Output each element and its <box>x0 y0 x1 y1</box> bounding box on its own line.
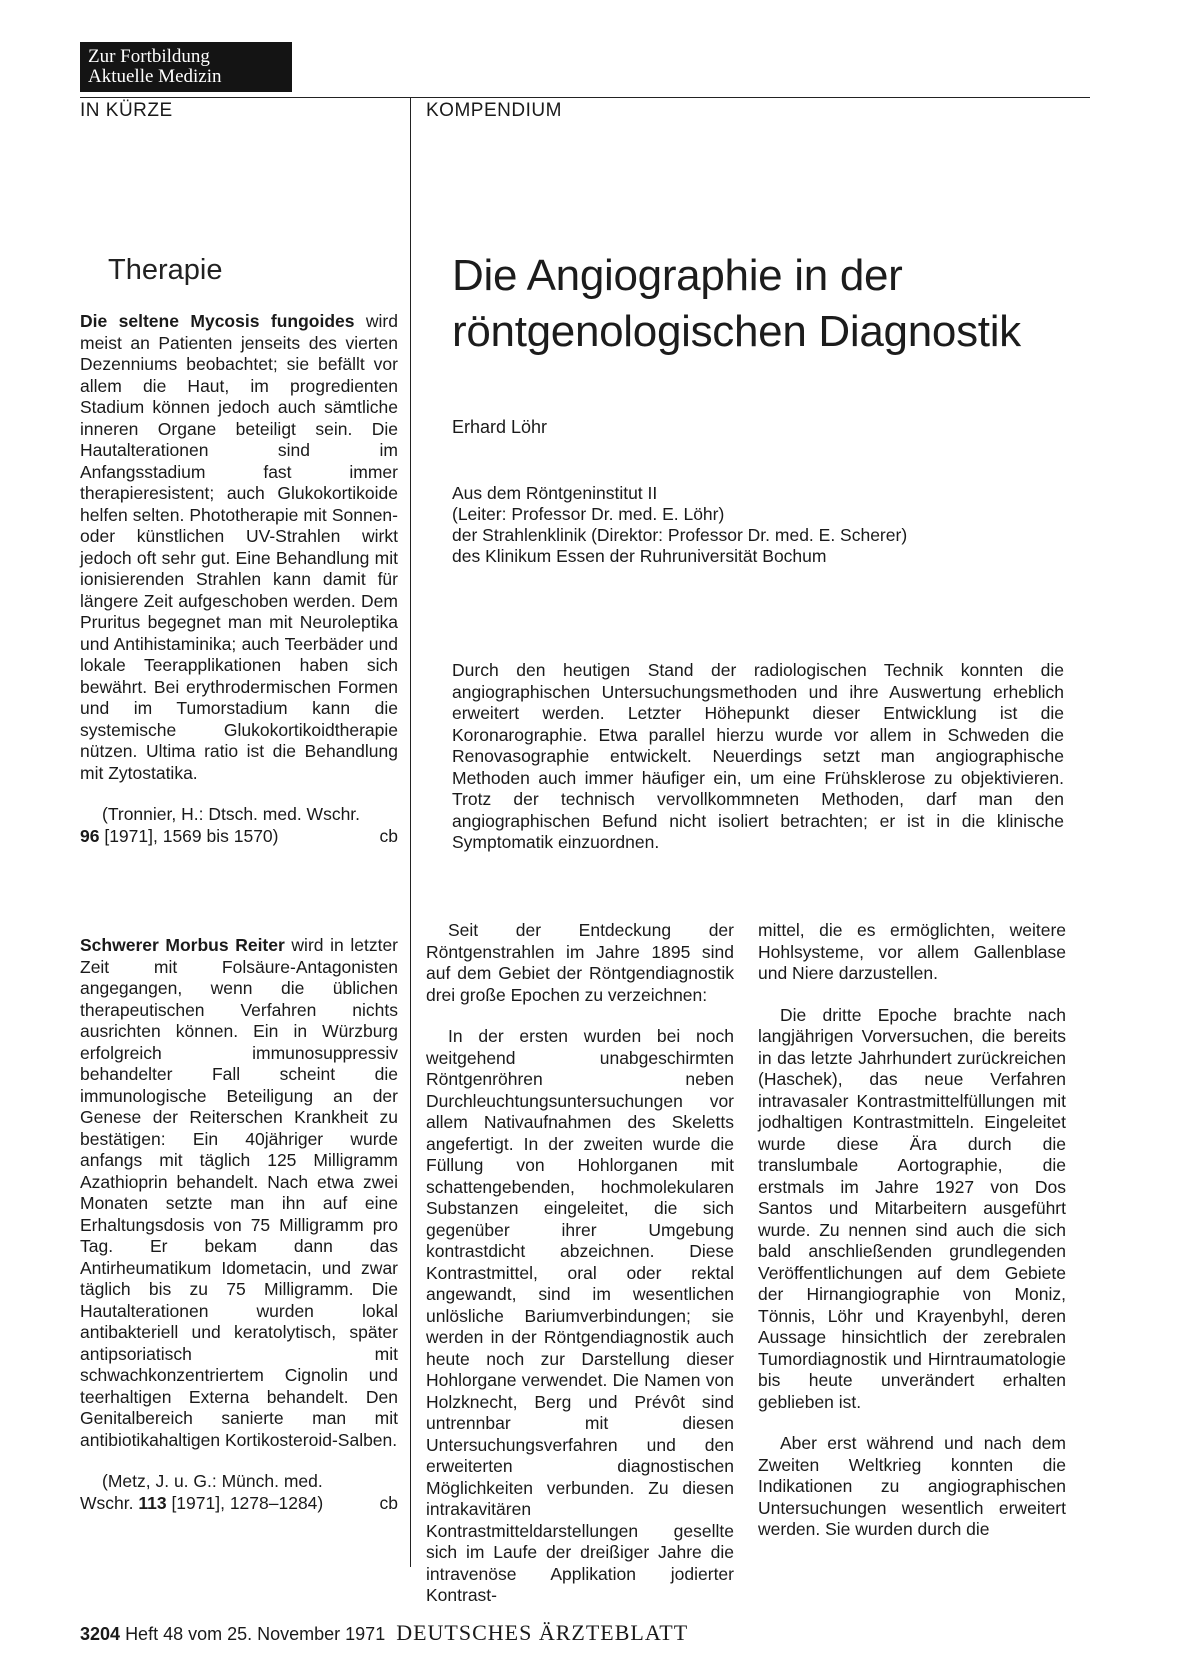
body-paragraph: Aber erst während und nach dem Zweiten Weltkrieg konnten die Indikationen zu angiographischen Untersuchungen wesentlich erweitert werden. Sie wurden durch die <box>758 1433 1066 1539</box>
article-title-line: röntgenologischen Diagnostik <box>452 307 1021 356</box>
magazine-name: DEUTSCHES ÄRZTEBLATT <box>396 1620 689 1645</box>
sidebar-item-text: Schwerer Morbus Reiter wird in letzter Zeit mit Folsäure-Antagonisten angegangen, wenn die üblichen therapeutischen Verfahren nichts ausrichten können. Ein in Würzburg erfolgreich immunosuppressiv behandelter Fall scheint die immunologische Beteiligung an der Genese der Reiterschen Krankheit zu bestätigen: Ein 40jähriger wurde anfangs mit täglich 125 Milligramm Azathioprin behandelt. Nach etwa zwei Monaten setzte man ihn auf eine Erhaltungsdosis von 75 Milligramm pro Tag. Er bekam dann das Antirheumatikum Idometacin, und zwar täglich bis zu 75 Milligramm. Die Hautalterationen wurden lokal antibakteriell und keratolytisch, später antipsoriatisch mit schwachkonzentriertem Cignolin und teerhaltigen Externa behandelt. Den Genitalbereich sanierte man mit antibiotikahaltigen Kortikosteroid-Salben. <box>80 935 399 1450</box>
article-title <box>452 248 1092 360</box>
author-initials: cb <box>379 1492 398 1513</box>
article-affiliation: Aus dem Röntgeninstitut II (Leiter: Professor Dr. med. E. Löhr) der Strahlenklinik (Direktor: Professor Dr. med. E. Scherer) des Klinikum Essen der Ruhruniversität Bochum <box>452 483 908 566</box>
sidebar-item-reiter <box>80 935 398 1514</box>
page-number: 3204 <box>80 1624 121 1644</box>
article-title-line: Die Angiographie in der <box>452 251 903 300</box>
sidebar-item-text: Die seltene Mycosis fungoides wird meist an Patienten jenseits des vierten Dezenniums beobachtet; sie befällt vor allem die Haut, im progredienten Stadium können jedoch auch sämtliche inneren Organe beteiligt sein. Die Hautalterationen sind im Anfangsstadium fast immer therapieresistent; auch Glukokortikoide helfen selten. Phototherapie mit Sonnen- oder künstlichen UV-Strahlen wirkt jedoch oft sehr gut. Eine Behandlung mit ionisierenden Strahlen kann damit für längere Zeit aufgeschoben werden. Dem Pruritus begegnet man mit Neuroleptika und Antihistaminika; auch Teerbäder und lokale Teerapplikationen haben sich bewährt. Bei erythrodermischen Formen und im Tumorstadium kann die systemische Glukokortikoidtherapie nützen. Ultima ratio ist die Behandlung mit Zytostatika. <box>80 311 398 783</box>
citation: (Metz, J. u. G.: Münch. med. Wschr. 113 [1971], 1278–1284) cb <box>80 1471 398 1513</box>
column-divider <box>410 97 411 1567</box>
body-paragraph: Seit der Entdeckung der Röntgenstrahlen im Jahre 1895 sind auf dem Gebiet der Röntgendiagnostik drei große Epochen zu verzeichnen: <box>426 920 734 1005</box>
section-badge-line1: Zur Fortbildung <box>88 46 210 67</box>
page-footer <box>80 1620 688 1646</box>
sidebar-heading: Therapie <box>108 254 223 286</box>
author-initials: cb <box>379 825 398 846</box>
section-badge <box>80 42 292 92</box>
issue-info: Heft 48 vom 25. November 1971 <box>125 1624 386 1644</box>
sidebar-item-lead: Die seltene Mycosis fungoides <box>80 311 355 331</box>
rubric-in-kuerze: IN KÜRZE <box>80 100 173 121</box>
article-author: Erhard Löhr <box>452 417 548 437</box>
body-paragraph: Die dritte Epoche brachte nach langjährigen Vorversuchen, die bereits in das letzte Jahrhundert zurückreichen (Haschek), das neue Verfahren intravasaler Kontrastmittelfüllungen mit jodhaltigen Kontrastmitteln. Eingeleitet wurde diese Ära durch die translumbale Aortographie, die erstmals im Jahre 1927 von Dos Santos und Mitarbeitern ausgeführt wurde. Zu nennen sind auch die sich bald anschließenden grundlegenden Veröffentlichungen auf dem Gebiete der Hirnangiographie von Moniz, Tönnis, Löhr und Krayenbyhl, deren Aussage hinsichtlich der zerebralen Tumordiagnostik und Hirntraumatologie bis heute unverändert erhalten geblieben ist. <box>758 1004 1066 1412</box>
article-abstract: Durch den heutigen Stand der radiologischen Technik konnten die angiographischen Untersuchungsmethoden und ihre Auswertung erheblich erweitert werden. Letzter Höhepunkt dieser Entwicklung ist die Koronarographie. Etwa parallel hierzu wurde vor allem in Schweden die Renovasographie entwickelt. Neuerdings setzt man angiographische Methoden auch immer häufiger ein, um eine Frühsklerose zu objektivieren. Trotz der technisch vervollkommneten Methoden, darf man den angiographischen Befund nicht isoliert betrachten; er ist in die klinische Symptomatik einzuordnen. <box>452 660 1064 852</box>
citation-volume: 113 <box>138 1492 167 1513</box>
citation-line: (Tronnier, H.: Dtsch. med. Wschr. <box>102 804 361 824</box>
body-column-2 <box>758 920 1066 1561</box>
body-column-1 <box>426 920 734 1627</box>
header-rule <box>80 97 1090 98</box>
citation-line: (Metz, J. u. G.: Münch. med. <box>102 1471 323 1491</box>
sidebar-item-lead: Schwerer Morbus Reiter <box>80 935 285 955</box>
citation-volume: 96 <box>80 825 100 846</box>
body-paragraph: mittel, die es ermöglichten, weitere Hohlsysteme, vor allem Gallenblase und Niere darzustellen. <box>758 920 1066 983</box>
body-paragraph: In der ersten wurden bei noch weitgehend unabgeschirmten Röntgenröhren neben Durchleuchtungsuntersuchungen vor allem Nativaufnahmen des Skeletts angefertigt. In der zweiten wurde die Füllung von Hohlorganen mit schattengebenden, hochmolekularen Substanzen eingeleitet, die sich gegenüber ihrer Umgebung kontrastdicht abzeichnen. Diese Kontrastmittel, oral oder rektal angewandt, sind im wesentlichen unlösliche Bariumverbindungen; sie werden in der Röntgendiagnostik auch heute noch zur Darstellung dieser Hohlorgane verwendet. Die Namen von Holzknecht, Berg und Prévôt sind untrennbar mit diesen Untersuchungsverfahren und den erweiterten diagnostischen Möglichkeiten verbunden. Zu diesen intrakavitären Kontrastmitteldarstellungen gesellte sich im Laufe der dreißiger Jahre die intravenöse Applikation jodierter Kontrast- <box>426 1026 734 1605</box>
sidebar-item-mycosis <box>80 311 398 847</box>
rubric-kompendium: KOMPENDIUM <box>426 100 562 121</box>
section-badge-line2: Aktuelle Medizin <box>88 66 222 87</box>
citation: (Tronnier, H.: Dtsch. med. Wschr. 96 [1971], 1569 bis 1570) cb <box>80 804 398 846</box>
